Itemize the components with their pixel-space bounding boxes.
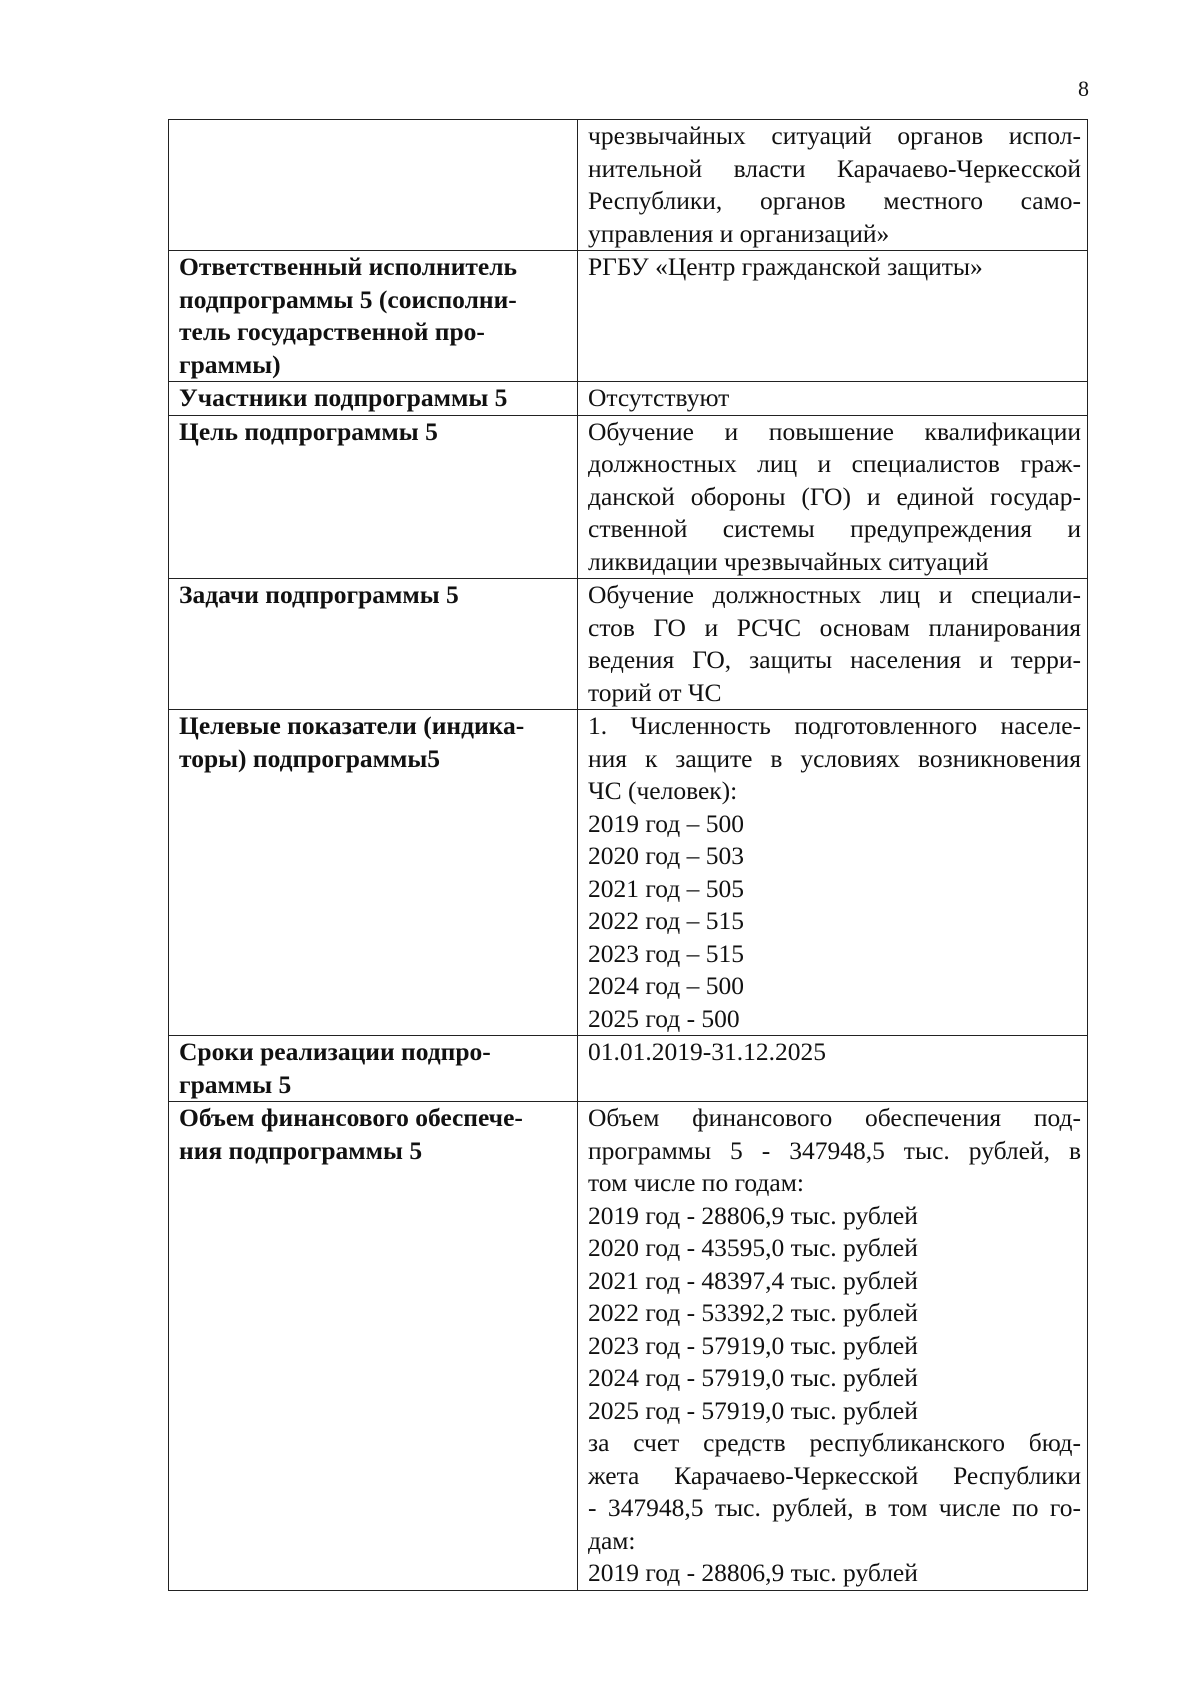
value-line: стов ГО и РСЧС основам планирования [588,612,1081,642]
value-line: ния к защите в условиях возникновения [588,743,1081,773]
value-line: том числе по годам: [588,1168,804,1197]
label-line: ния подпрограммы 5 [179,1135,423,1165]
label-line: тель государственной про- [179,317,485,346]
row-value [578,415,1088,579]
value-line: жета Карачаево-Черкесской Республики [588,1460,1081,1490]
value-line: РГБУ «Центр гражданской защиты» [588,252,983,281]
value-line: чрезвычайных ситуаций органов испол- [588,121,1081,150]
row-value [578,382,1088,416]
value-line: Обучение и повышение квалификации [588,416,1081,446]
label-line: граммы) [179,349,281,379]
value-line: за счет средств республиканского бюд- [588,1428,1081,1457]
row-value [578,120,1088,251]
label-line: Целевые показатели (индика- [179,711,525,740]
table-row [169,579,1088,710]
value-line: Объем финансового обеспечения под- [588,1103,1081,1132]
row-value [578,1102,1088,1591]
value-line: нительной власти Карачаево-Черкесской [588,153,1081,183]
value-line: программы 5 - 347948,5 тыс. рублей, в [588,1135,1081,1165]
value-line: - 347948,5 тыс. рублей, в том числе по го- [588,1493,1081,1522]
value-line: 2021 год - 48397,4 тыс. рублей [588,1265,918,1295]
table-row [169,415,1088,579]
value-line: Отсутствуют [588,383,730,412]
value-line: должностных лиц и специалистов граж- [588,449,1081,478]
row-value [578,1036,1088,1102]
table-row [169,1036,1088,1102]
value-line: 1. Численность подготовленного населе- [588,711,1081,740]
value-line: 2019 год - 28806,9 тыс. рублей [588,1558,918,1587]
table-row [169,251,1088,382]
passport-table [168,119,1088,1591]
label-line: Объем финансового обеспече- [179,1103,523,1132]
label-line: подпрограммы 5 (соисполни- [179,284,517,314]
row-label-empty [169,120,578,251]
value-line: 2025 год - 57919,0 тыс. рублей [588,1395,918,1425]
value-line: управления и организаций» [588,218,890,248]
value-line: 2019 год - 28806,9 тыс. рублей [588,1200,918,1230]
value-line: данской обороны (ГО) и единой государ- [588,481,1081,511]
label-line: Задачи подпрограммы 5 [179,580,459,609]
label-line: торы) подпрограммы5 [179,743,441,773]
row-label-timeline [169,1036,578,1102]
value-line: Обучение должностных лиц и специали- [588,580,1081,609]
value-line: дам: [588,1525,636,1555]
value-line: ликвидации чрезвычайных ситуаций [588,546,989,576]
value-line: 2020 год - 43595,0 тыс. рублей [588,1233,918,1262]
value-line: торий от ЧС [588,677,722,707]
value-line: ЧС (человек): [588,776,738,805]
row-label-funding [169,1102,578,1591]
row-value [578,710,1088,1036]
value-line: 2024 год - 57919,0 тыс. рублей [588,1363,918,1392]
page-number: 8 [1078,76,1089,101]
value-line: 2019 год – 500 [588,808,744,838]
label-line: Сроки реализации подпро- [179,1037,491,1066]
value-line: 2022 год – 515 [588,906,744,935]
value-line: 2022 год - 53392,2 тыс. рублей [588,1298,918,1327]
value-line: 01.01.2019-31.12.2025 [588,1037,826,1066]
table-row [169,710,1088,1036]
row-label-participants [169,382,578,416]
value-line: 2023 год – 515 [588,938,744,968]
row-label-goal [169,415,578,579]
row-label-indicators [169,710,578,1036]
table-row [169,1102,1088,1591]
label-line: граммы 5 [179,1069,292,1099]
row-value [578,251,1088,382]
value-line: 2020 год – 503 [588,841,744,870]
label-line: Ответственный исполнитель [179,252,518,281]
table-row [169,382,1088,416]
value-line: 2025 год - 500 [588,1003,740,1033]
label-line: Участники подпрограммы 5 [179,383,508,412]
value-line: 2024 год – 500 [588,971,744,1000]
value-line: 2023 год - 57919,0 тыс. рублей [588,1330,918,1360]
value-line: ведения ГО, защиты населения и терри- [588,645,1081,674]
row-value [578,579,1088,710]
row-label-responsible-executor [169,251,578,382]
value-line: ственной системы предупреждения и [588,514,1081,543]
label-line: Цель подпрограммы 5 [179,416,438,446]
value-line: 2021 год – 505 [588,873,744,903]
table-row [169,120,1088,251]
value-line: Республики, органов местного само- [588,186,1081,215]
row-label-tasks [169,579,578,710]
